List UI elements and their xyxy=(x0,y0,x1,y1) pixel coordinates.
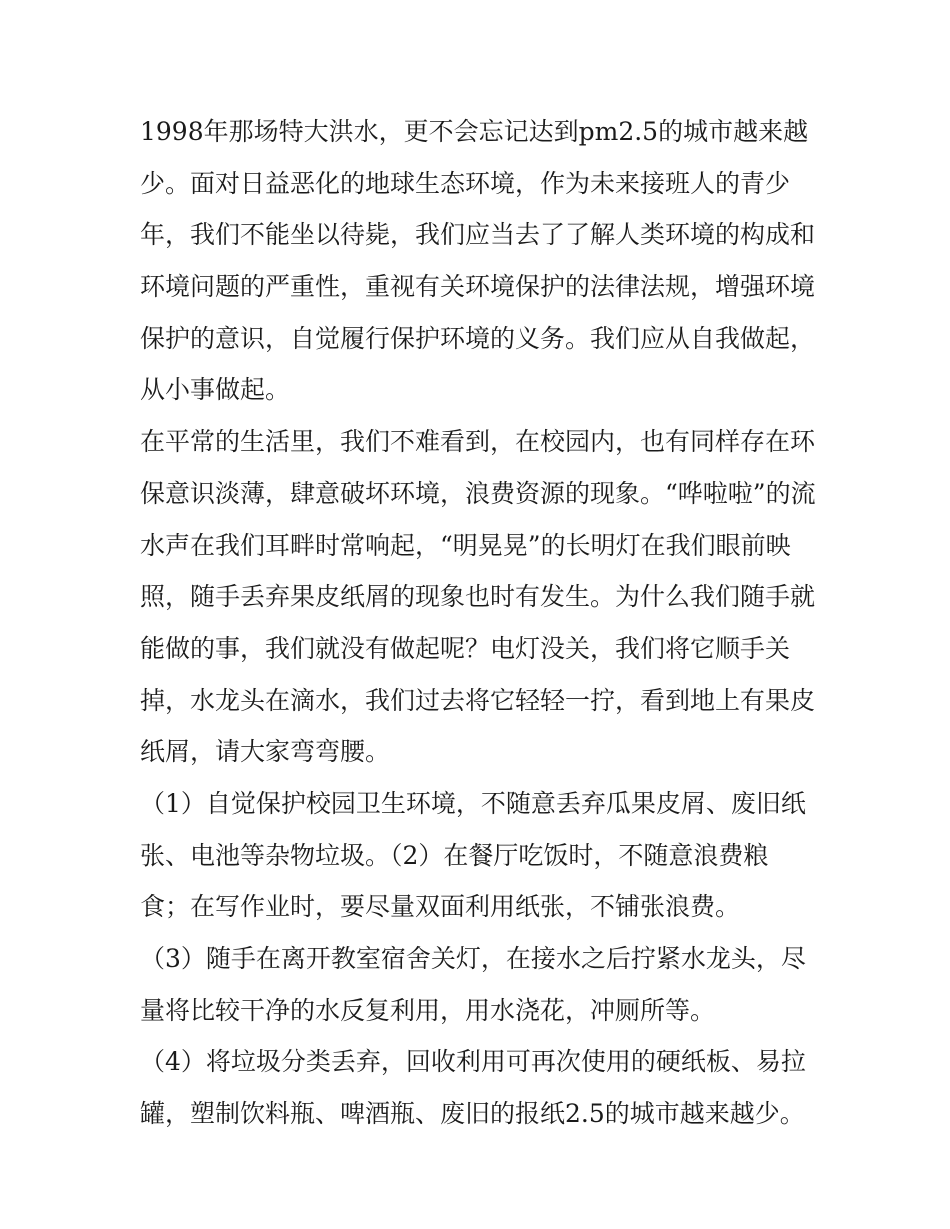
text-line: 1998年那场特大洪水，更不会忘记达到pm2.5的城市越来越 xyxy=(140,117,809,146)
text-line: 纸屑，请大家弯弯腰。 xyxy=(140,737,391,767)
text-line: 年，我们不能坐以待毙，我们应当去了了解人类环境的构成和 xyxy=(140,220,816,250)
text-line: （4）将垃圾分类丢弃，回收利用可再次使用的硬纸板、易拉 xyxy=(140,1047,806,1077)
text-line: 量将比较干净的水反复利用，用水浇花，冲厕所等。 xyxy=(140,995,716,1025)
text-line: 罐，塑制饮料瓶、啤酒瓶、废旧的报纸2.5的城市越来越少。 xyxy=(140,1099,805,1129)
text-line: 保意识淡薄，肆意破坏环境，浪费资源的现象。“哗啦啦”的流 xyxy=(140,478,816,508)
text-line: 掉，水龙头在滴水，我们过去将它轻轻一拧，看到地上有果皮 xyxy=(140,685,816,715)
text-line: 保护的意识，自觉履行保护环境的义务。我们应从自我做起， xyxy=(140,323,816,353)
text-line: 从小事做起。 xyxy=(140,375,291,405)
text-line: （3）随手在离开教室宿舍关灯，在接水之后拧紧水龙头，尽 xyxy=(140,944,806,973)
text-line: 环境问题的严重性，重视有关环境保护的法律法规，增强环境 xyxy=(140,272,816,302)
text-line: （1）自觉保护校园卫生环境，不随意丢弃瓜果皮屑、废旧纸 xyxy=(140,788,806,818)
text-line: 食；在写作业时，要尽量双面利用纸张，不铺张浪费。 xyxy=(140,892,741,922)
body-text xyxy=(140,106,820,1140)
text-line: 在平常的生活里，我们不难看到，在校园内，也有同样存在环 xyxy=(140,427,816,457)
text-line: 张、电池等杂物垃圾。（2）在餐厅吃饭时，不随意浪费粮 xyxy=(140,840,769,870)
text-line: 能做的事，我们就没有做起呢？电灯没关，我们将它顺手关 xyxy=(140,633,791,663)
text-line: 少。面对日益恶化的地球生态环境，作为未来接班人的青少 xyxy=(140,168,791,198)
text-line: 水声在我们耳畔时常响起，“明晃晃”的长明灯在我们眼前映 xyxy=(140,530,791,560)
text-line: 照，随手丢弃果皮纸屑的现象也时有发生。为什么我们随手就 xyxy=(140,582,816,612)
